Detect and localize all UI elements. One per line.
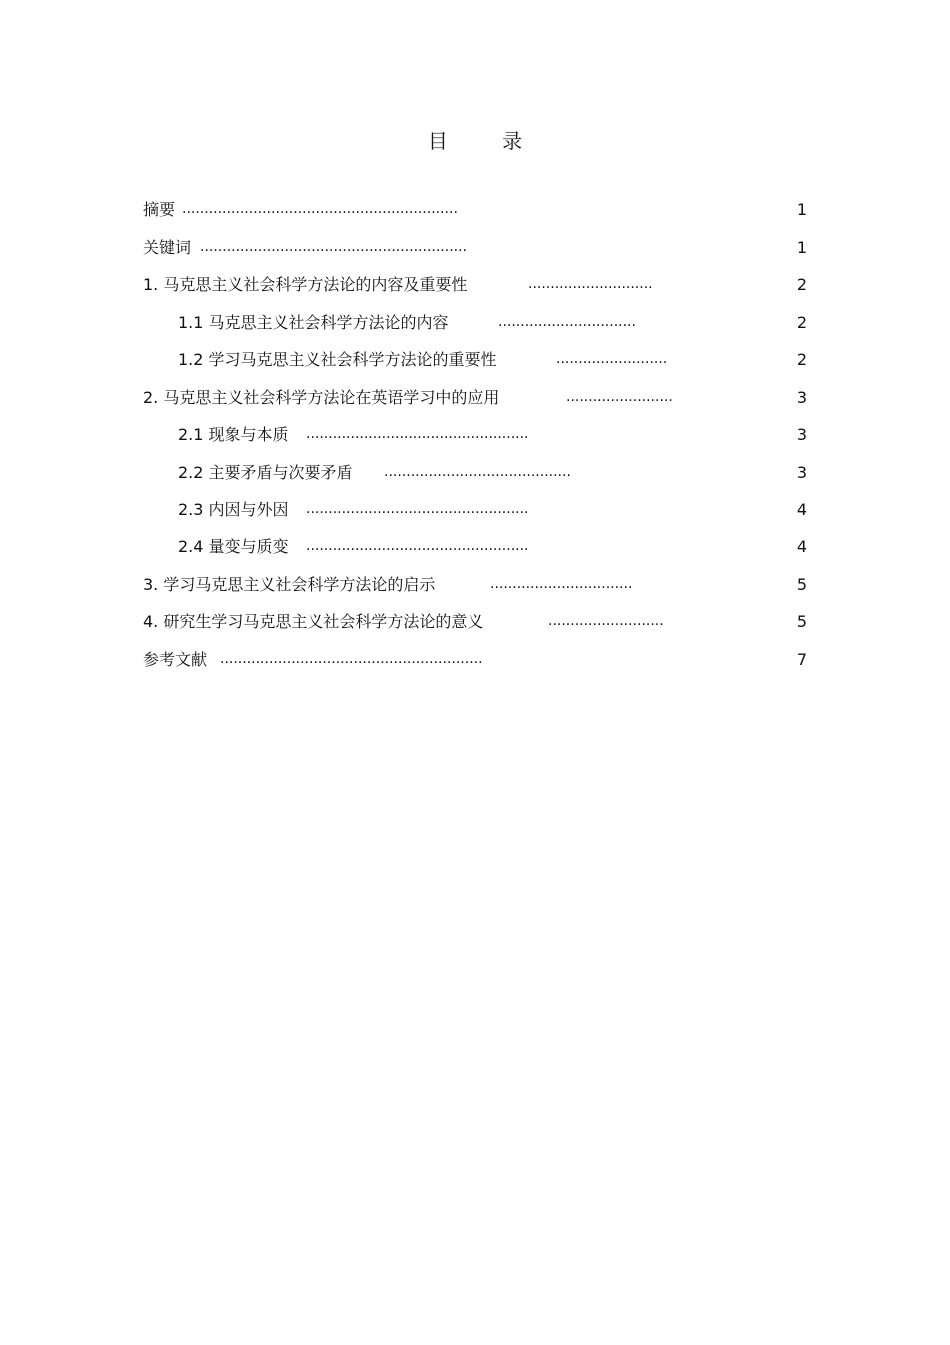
- toc-entry-label: 摘要: [143, 200, 176, 219]
- toc-entry[interactable]: [0, 311, 950, 335]
- toc-entry-label: 1.1 马克思主义社会科学方法论的内容: [178, 313, 449, 332]
- toc-entry-label: 1.2 学习马克思主义社会科学方法论的重要性: [178, 350, 497, 369]
- toc-entry-leader: ..............................................................: [182, 201, 458, 217]
- toc-entry[interactable]: [0, 423, 950, 447]
- toc-entry-page: 3: [796, 425, 807, 444]
- toc-entry-label: 2.3 内因与外因: [178, 500, 289, 519]
- toc-entry-leader: ........................: [566, 389, 673, 405]
- toc-entry[interactable]: [0, 386, 950, 410]
- toc-entry[interactable]: [0, 648, 950, 672]
- toc-entry-label: 3. 学习马克思主义社会科学方法论的启示: [143, 575, 436, 594]
- toc-entry[interactable]: [0, 236, 950, 260]
- toc-entry-leader: ..................................................: [306, 538, 529, 554]
- toc-entry-label: 关键词: [143, 238, 192, 257]
- toc-entry[interactable]: [0, 573, 950, 597]
- toc-entry[interactable]: [0, 198, 950, 222]
- toc-entry-page: 4: [796, 500, 807, 519]
- toc-entry-page: 2: [796, 275, 807, 294]
- toc-entry-label: 参考文献: [143, 650, 208, 669]
- toc-entry[interactable]: [0, 610, 950, 634]
- toc-entry-leader: ................................: [490, 576, 633, 592]
- toc-entry[interactable]: [0, 273, 950, 297]
- toc-entry-page: 5: [796, 612, 807, 631]
- toc-entry-leader: ..........................................: [384, 464, 571, 480]
- toc-entry-leader: ...........................................................: [220, 651, 483, 667]
- toc-entry[interactable]: [0, 348, 950, 372]
- toc-entry-page: 1: [796, 238, 807, 257]
- toc-entry[interactable]: [0, 498, 950, 522]
- toc-entry[interactable]: [0, 461, 950, 485]
- toc-entry-page: 4: [796, 537, 807, 556]
- toc-entry-page: 7: [796, 650, 807, 669]
- toc-title: 目 录: [427, 129, 547, 153]
- toc-entry-leader: ............................: [528, 276, 653, 292]
- toc-entry-leader: ...............................: [498, 314, 636, 330]
- toc-entry-page: 2: [796, 313, 807, 332]
- toc-entry-page: 3: [796, 463, 807, 482]
- toc-entry-page: 3: [796, 388, 807, 407]
- toc-entry-label: 2.2 主要矛盾与次要矛盾: [178, 463, 353, 482]
- toc-entry-label: 2.1 现象与本质: [178, 425, 289, 444]
- toc-entry-leader: ..................................................: [306, 501, 529, 517]
- toc-entry-label: 2.4 量变与质变: [178, 537, 289, 556]
- toc-entry-leader: ..................................................: [306, 426, 529, 442]
- toc-entry-leader: ............................................................: [200, 239, 468, 255]
- toc-entry-page: 1: [796, 200, 807, 219]
- toc-entry-label: 4. 研究生学习马克思主义社会科学方法论的意义: [143, 612, 484, 631]
- toc-entry-leader: ..........................: [548, 613, 664, 629]
- toc-entry-leader: .........................: [556, 351, 668, 367]
- toc-entry[interactable]: [0, 535, 950, 559]
- toc-entry-page: 5: [796, 575, 807, 594]
- toc-entry-page: 2: [796, 350, 807, 369]
- toc-entry-label: 2. 马克思主义社会科学方法论在英语学习中的应用: [143, 388, 500, 407]
- toc-entry-label: 1. 马克思主义社会科学方法论的内容及重要性: [143, 275, 468, 294]
